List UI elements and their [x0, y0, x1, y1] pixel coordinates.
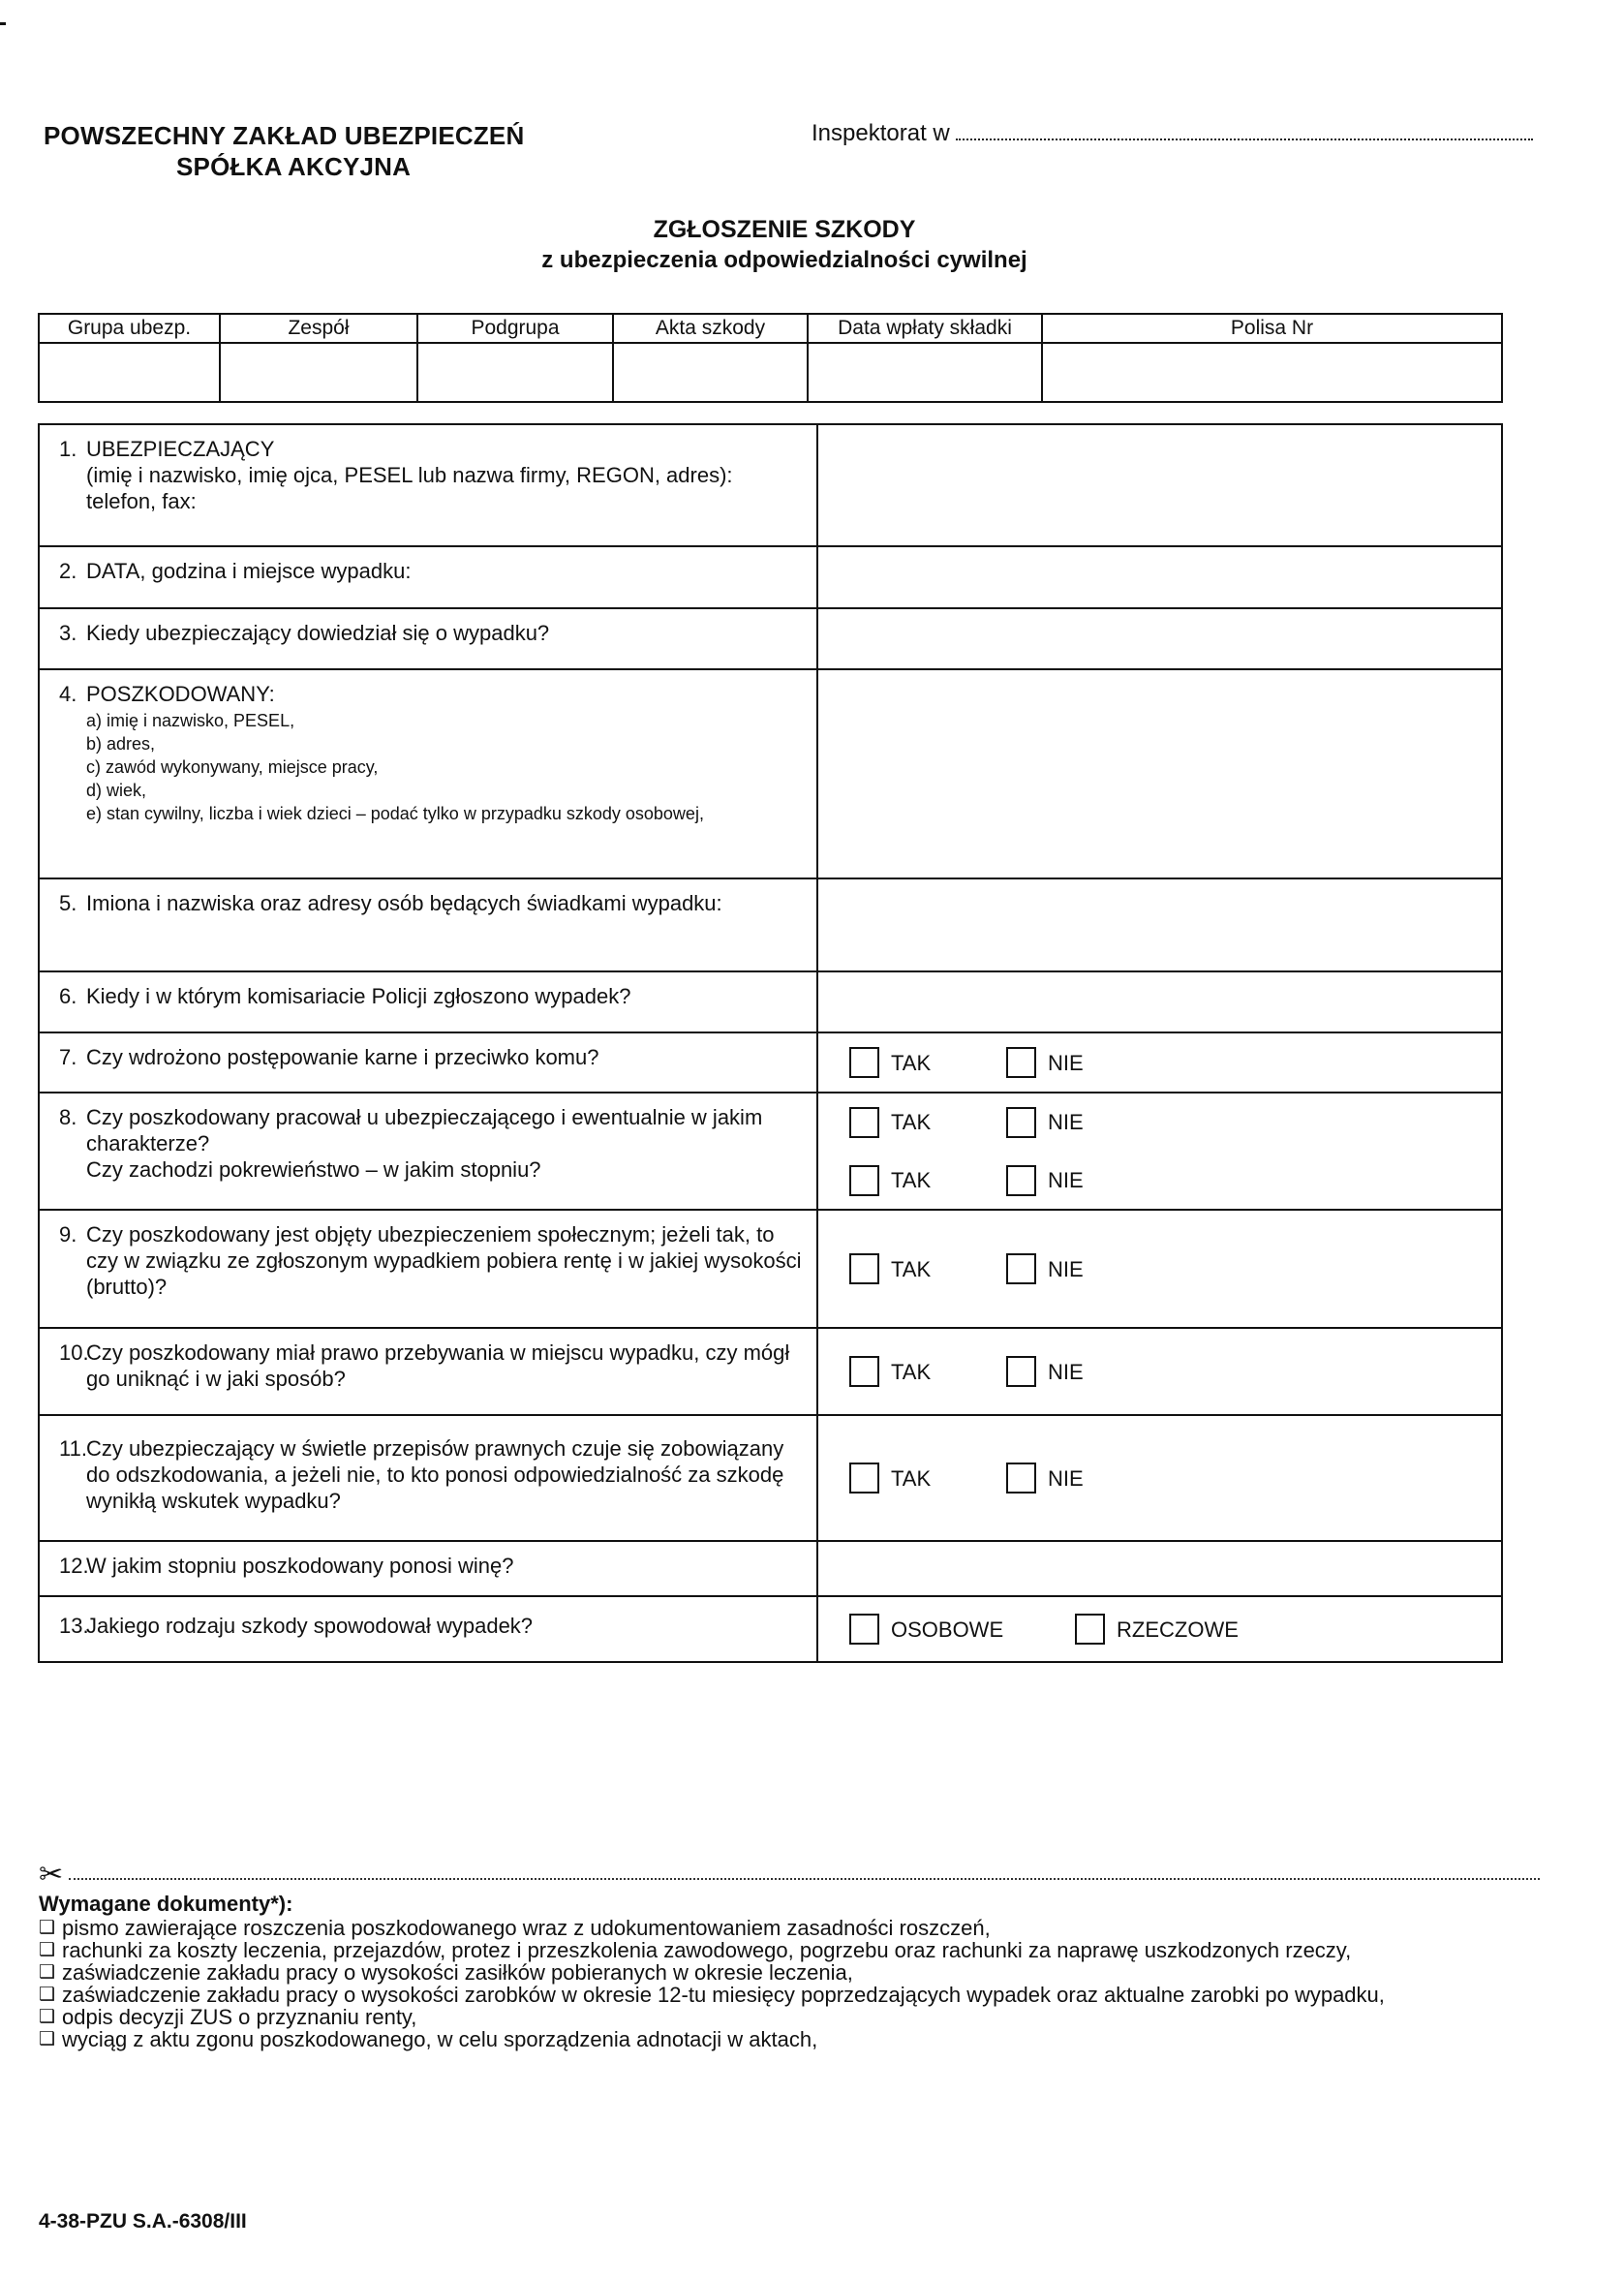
option-label: OSOBOWE [891, 1617, 1004, 1642]
option-nie[interactable] [1006, 1047, 1163, 1078]
option-tak[interactable] [849, 1107, 1006, 1138]
question-text: Czy ubezpieczający w świetle przepisów prawnych czuje się zobowiązany do odszkodowania, a jeżeli nie, to kto ponosi odpowiedzialność za szkodę wynikłą wskutek wypadku? [86, 1436, 784, 1513]
question-text: Czy poszkodowany pracował u ubezpieczającego i ewentualnie w jakim charakterze? [86, 1105, 763, 1155]
document-item [39, 1917, 1535, 1939]
checkbox-icon[interactable] [1006, 1253, 1036, 1284]
document-item [39, 1939, 1535, 1961]
answer-2-input[interactable] [817, 546, 1502, 608]
answer-3-input[interactable] [817, 608, 1502, 669]
answer-4-input[interactable] [817, 669, 1502, 878]
organization-line1: POWSZECHNY ZAKŁAD UBEZPIECZEŃ [44, 121, 525, 150]
question-text: Czy poszkodowany miał prawo przebywania w miejscu wypadku, czy mógł go uniknąć i w jaki sposób? [86, 1340, 790, 1391]
question-10 [39, 1328, 817, 1415]
organization-line2: SPÓŁKA AKCYJNA [176, 152, 412, 181]
question-4 [39, 669, 817, 878]
option-nie-pokrewienstwo[interactable] [1006, 1165, 1163, 1196]
question-number: 3. [59, 621, 77, 645]
option-nie[interactable] [1006, 1356, 1163, 1387]
question-row-1 [39, 424, 1502, 546]
subitem: a) imię i nazwisko, PESEL, [86, 711, 295, 730]
checkbox-icon[interactable] [1006, 1165, 1036, 1196]
col-podgrupa: Podgrupa [417, 314, 613, 343]
question-text: Imiona i nazwiska oraz adresy osób będących świadkami wypadku: [86, 891, 722, 915]
question-row-8 [39, 1093, 1502, 1210]
col-zespol: Zespół [220, 314, 417, 343]
option-label: TAK [891, 1050, 932, 1075]
question-text: Czy wdrożono postępowanie karne i przeciwko komu? [86, 1045, 599, 1069]
question-2 [39, 546, 817, 608]
option-tak[interactable] [849, 1463, 1006, 1494]
question-number: 2. [59, 559, 77, 583]
question-row-3 [39, 608, 1502, 669]
form-title [0, 215, 1569, 275]
answer-11 [817, 1415, 1502, 1541]
question-text: Kiedy i w którym komisariacie Policji zgłoszono wypadek? [86, 984, 631, 1008]
question-number: 1. [59, 437, 77, 461]
question-13 [39, 1596, 817, 1662]
organization-name [44, 120, 524, 182]
document-item [39, 2028, 1535, 2050]
checkbox-bullet-icon: ❑ [39, 2029, 56, 2049]
cut-line [39, 1859, 1540, 1891]
title-subtitle: z ubezpieczenia odpowiedzialności cywilnej [541, 247, 1027, 273]
document-item [39, 1961, 1535, 1984]
option-label: NIE [1048, 1359, 1084, 1384]
question-subitems [86, 709, 805, 825]
option-tak[interactable] [849, 1356, 1006, 1387]
question-number: 4. [59, 682, 77, 706]
answer-13 [817, 1596, 1502, 1662]
checkbox-icon[interactable] [849, 1356, 879, 1387]
option-label: NIE [1048, 1168, 1084, 1192]
policy-info-table [38, 313, 1503, 403]
question-number: 6. [59, 984, 77, 1008]
policy-info-values [39, 343, 1502, 402]
question-number: 13. [59, 1614, 89, 1638]
option-label: TAK [891, 1110, 932, 1134]
question-12 [39, 1541, 817, 1596]
checkbox-icon[interactable] [849, 1463, 879, 1494]
checkbox-icon[interactable] [1006, 1107, 1036, 1138]
checkbox-icon[interactable] [849, 1107, 879, 1138]
document-text: rachunki za koszty leczenia, przejazdów, protez i przeszkolenia zawodowego, pogrzebu oraz rachunki za naprawę uszkodzonych rzeczy, [62, 1938, 1352, 1962]
checkbox-icon[interactable] [1075, 1614, 1105, 1645]
question-row-7 [39, 1032, 1502, 1093]
option-label: NIE [1048, 1465, 1084, 1491]
checkbox-bullet-icon: ❑ [39, 1918, 56, 1938]
document-text: zaświadczenie zakładu pracy o wysokości zasiłków pobieranych w okresie leczenia, [62, 1960, 853, 1985]
question-row-10 [39, 1328, 1502, 1415]
checkbox-icon[interactable] [1006, 1047, 1036, 1078]
question-row-4 [39, 669, 1502, 878]
answer-7 [817, 1032, 1502, 1093]
answer-12-input[interactable] [817, 1541, 1502, 1596]
podgrupa-input[interactable] [417, 343, 613, 402]
question-text-detail: (imię i nazwisko, imię ojca, PESEL lub nazwa firmy, REGON, adres): [86, 463, 733, 487]
checkbox-bullet-icon: ❑ [39, 1940, 56, 1960]
question-8 [39, 1093, 817, 1210]
question-5 [39, 878, 817, 971]
col-grupa-ubezp: Grupa ubezp. [39, 314, 220, 343]
option-osobowe[interactable] [849, 1614, 1075, 1645]
document-text: odpis decyzji ZUS o przyznaniu renty, [62, 2005, 417, 2029]
option-label: NIE [1048, 1050, 1084, 1075]
option-label: TAK [891, 1256, 932, 1281]
subitem: b) adres, [86, 734, 156, 754]
question-1 [39, 424, 817, 546]
option-tak[interactable] [849, 1047, 1006, 1078]
required-documents [39, 1893, 1535, 2050]
option-tak[interactable] [849, 1253, 1006, 1284]
dotted-cut-line [69, 1876, 1540, 1880]
option-rzeczowe[interactable] [1075, 1614, 1301, 1645]
question-text: Czy poszkodowany jest objęty ubezpieczeniem społecznym; jeżeli tak, to czy w związku ze zgłoszonym wypadkiem pobiera rentę i w jakiej wysokości (brutto)? [86, 1222, 802, 1299]
checkbox-icon[interactable] [849, 1614, 879, 1645]
document-text: pismo zawierające roszczenia poszkodowanego wraz z udokumentowaniem zasadności roszczeń, [62, 1916, 991, 1940]
question-number: 12. [59, 1554, 89, 1578]
option-nie[interactable] [1006, 1253, 1163, 1284]
checkbox-icon[interactable] [849, 1047, 879, 1078]
option-tak-pokrewienstwo[interactable] [849, 1165, 1006, 1196]
checkbox-bullet-icon: ❑ [39, 1985, 56, 2005]
question-text: POSZKODOWANY: [86, 682, 275, 706]
question-text: W jakim stopniu poszkodowany ponosi winę? [86, 1554, 514, 1578]
checkbox-icon[interactable] [849, 1253, 879, 1284]
subitem: e) stan cywilny, liczba i wiek dzieci – podać tylko w przypadku szkody osobowej, [86, 804, 704, 823]
checkbox-bullet-icon: ❑ [39, 1962, 56, 1983]
data-wplaty-input[interactable] [808, 343, 1042, 402]
question-9 [39, 1210, 817, 1328]
option-nie[interactable] [1006, 1463, 1163, 1494]
akta-szkody-input[interactable] [613, 343, 808, 402]
answer-10 [817, 1328, 1502, 1415]
question-11 [39, 1415, 817, 1541]
option-label: RZECZOWE [1117, 1617, 1239, 1642]
policy-info-header [39, 314, 1502, 343]
col-akta-szkody: Akta szkody [613, 314, 808, 343]
question-text: DATA, godzina i miejsce wypadku: [86, 559, 412, 583]
option-nie[interactable] [1006, 1107, 1163, 1138]
answer-1-input[interactable] [817, 424, 1502, 546]
option-label: NIE [1048, 1110, 1084, 1134]
scissors-icon: ✂ [39, 1859, 64, 1891]
zespol-input[interactable] [220, 343, 417, 402]
answer-5-input[interactable] [817, 878, 1502, 971]
option-label: TAK [891, 1168, 932, 1192]
document-text: wyciąg z aktu zgonu poszkodowanego, w celu sporządzenia adnotacji w aktach, [62, 2027, 818, 2051]
inspektorat-label: Inspektorat w [812, 120, 950, 146]
subitem: d) wiek, [86, 781, 147, 800]
checkbox-icon[interactable] [849, 1165, 879, 1196]
checkbox-icon[interactable] [1006, 1356, 1036, 1387]
inspektorat-field[interactable] [812, 120, 1533, 147]
document-item [39, 1984, 1535, 2006]
document-item [39, 2006, 1535, 2028]
question-number: 11. [59, 1436, 87, 1461]
question-number: 7. [59, 1045, 77, 1069]
question-number: 8. [59, 1105, 77, 1129]
inspektorat-input[interactable] [956, 123, 1533, 140]
polisa-nr-input[interactable] [1042, 343, 1502, 402]
question-text: Jakiego rodzaju szkody spowodował wypadek? [86, 1614, 534, 1638]
answer-8 [817, 1093, 1502, 1210]
required-documents-heading: Wymagane dokumenty*): [39, 1892, 293, 1916]
col-data-wplaty-skladki: Data wpłaty składki [808, 314, 1042, 343]
question-row-11 [39, 1415, 1502, 1541]
question-number: 9. [59, 1222, 77, 1247]
question-text: Kiedy ubezpieczający dowiedział się o wypadku? [86, 621, 550, 645]
question-row-2 [39, 546, 1502, 608]
option-label: TAK [891, 1465, 932, 1491]
checkbox-bullet-icon: ❑ [39, 2007, 56, 2027]
question-6 [39, 971, 817, 1032]
question-text-detail: Czy zachodzi pokrewieństwo – w jakim stopniu? [86, 1157, 541, 1182]
col-polisa-nr: Polisa Nr [1042, 314, 1502, 343]
question-7 [39, 1032, 817, 1093]
option-label: NIE [1048, 1256, 1084, 1281]
answer-6-input[interactable] [817, 971, 1502, 1032]
edge-mark [0, 22, 6, 25]
form-code: 4-38-PZU S.A.-6308/III [39, 2210, 247, 2233]
question-number: 10. [59, 1340, 89, 1365]
document-text: zaświadczenie zakładu pracy o wysokości zarobków w okresie 12-tu miesięcy poprzedzających wypadek oraz aktualne zarobki po wypadku, [62, 1983, 1385, 2007]
question-text: UBEZPIECZAJĄCY [86, 437, 275, 461]
question-number: 5. [59, 891, 77, 915]
answer-9 [817, 1210, 1502, 1328]
question-row-9 [39, 1210, 1502, 1328]
question-row-13 [39, 1596, 1502, 1662]
subitem: c) zawód wykonywany, miejsce pracy, [86, 757, 379, 777]
question-text-detail: telefon, fax: [86, 489, 197, 513]
title-main: ZGŁOSZENIE SZKODY [653, 216, 916, 243]
grupa-ubezp-input[interactable] [39, 343, 220, 402]
question-3 [39, 608, 817, 669]
question-row-6 [39, 971, 1502, 1032]
option-label: TAK [891, 1359, 932, 1384]
question-row-5 [39, 878, 1502, 971]
questions-table [38, 423, 1503, 1663]
question-row-12 [39, 1541, 1502, 1596]
checkbox-icon[interactable] [1006, 1463, 1036, 1494]
